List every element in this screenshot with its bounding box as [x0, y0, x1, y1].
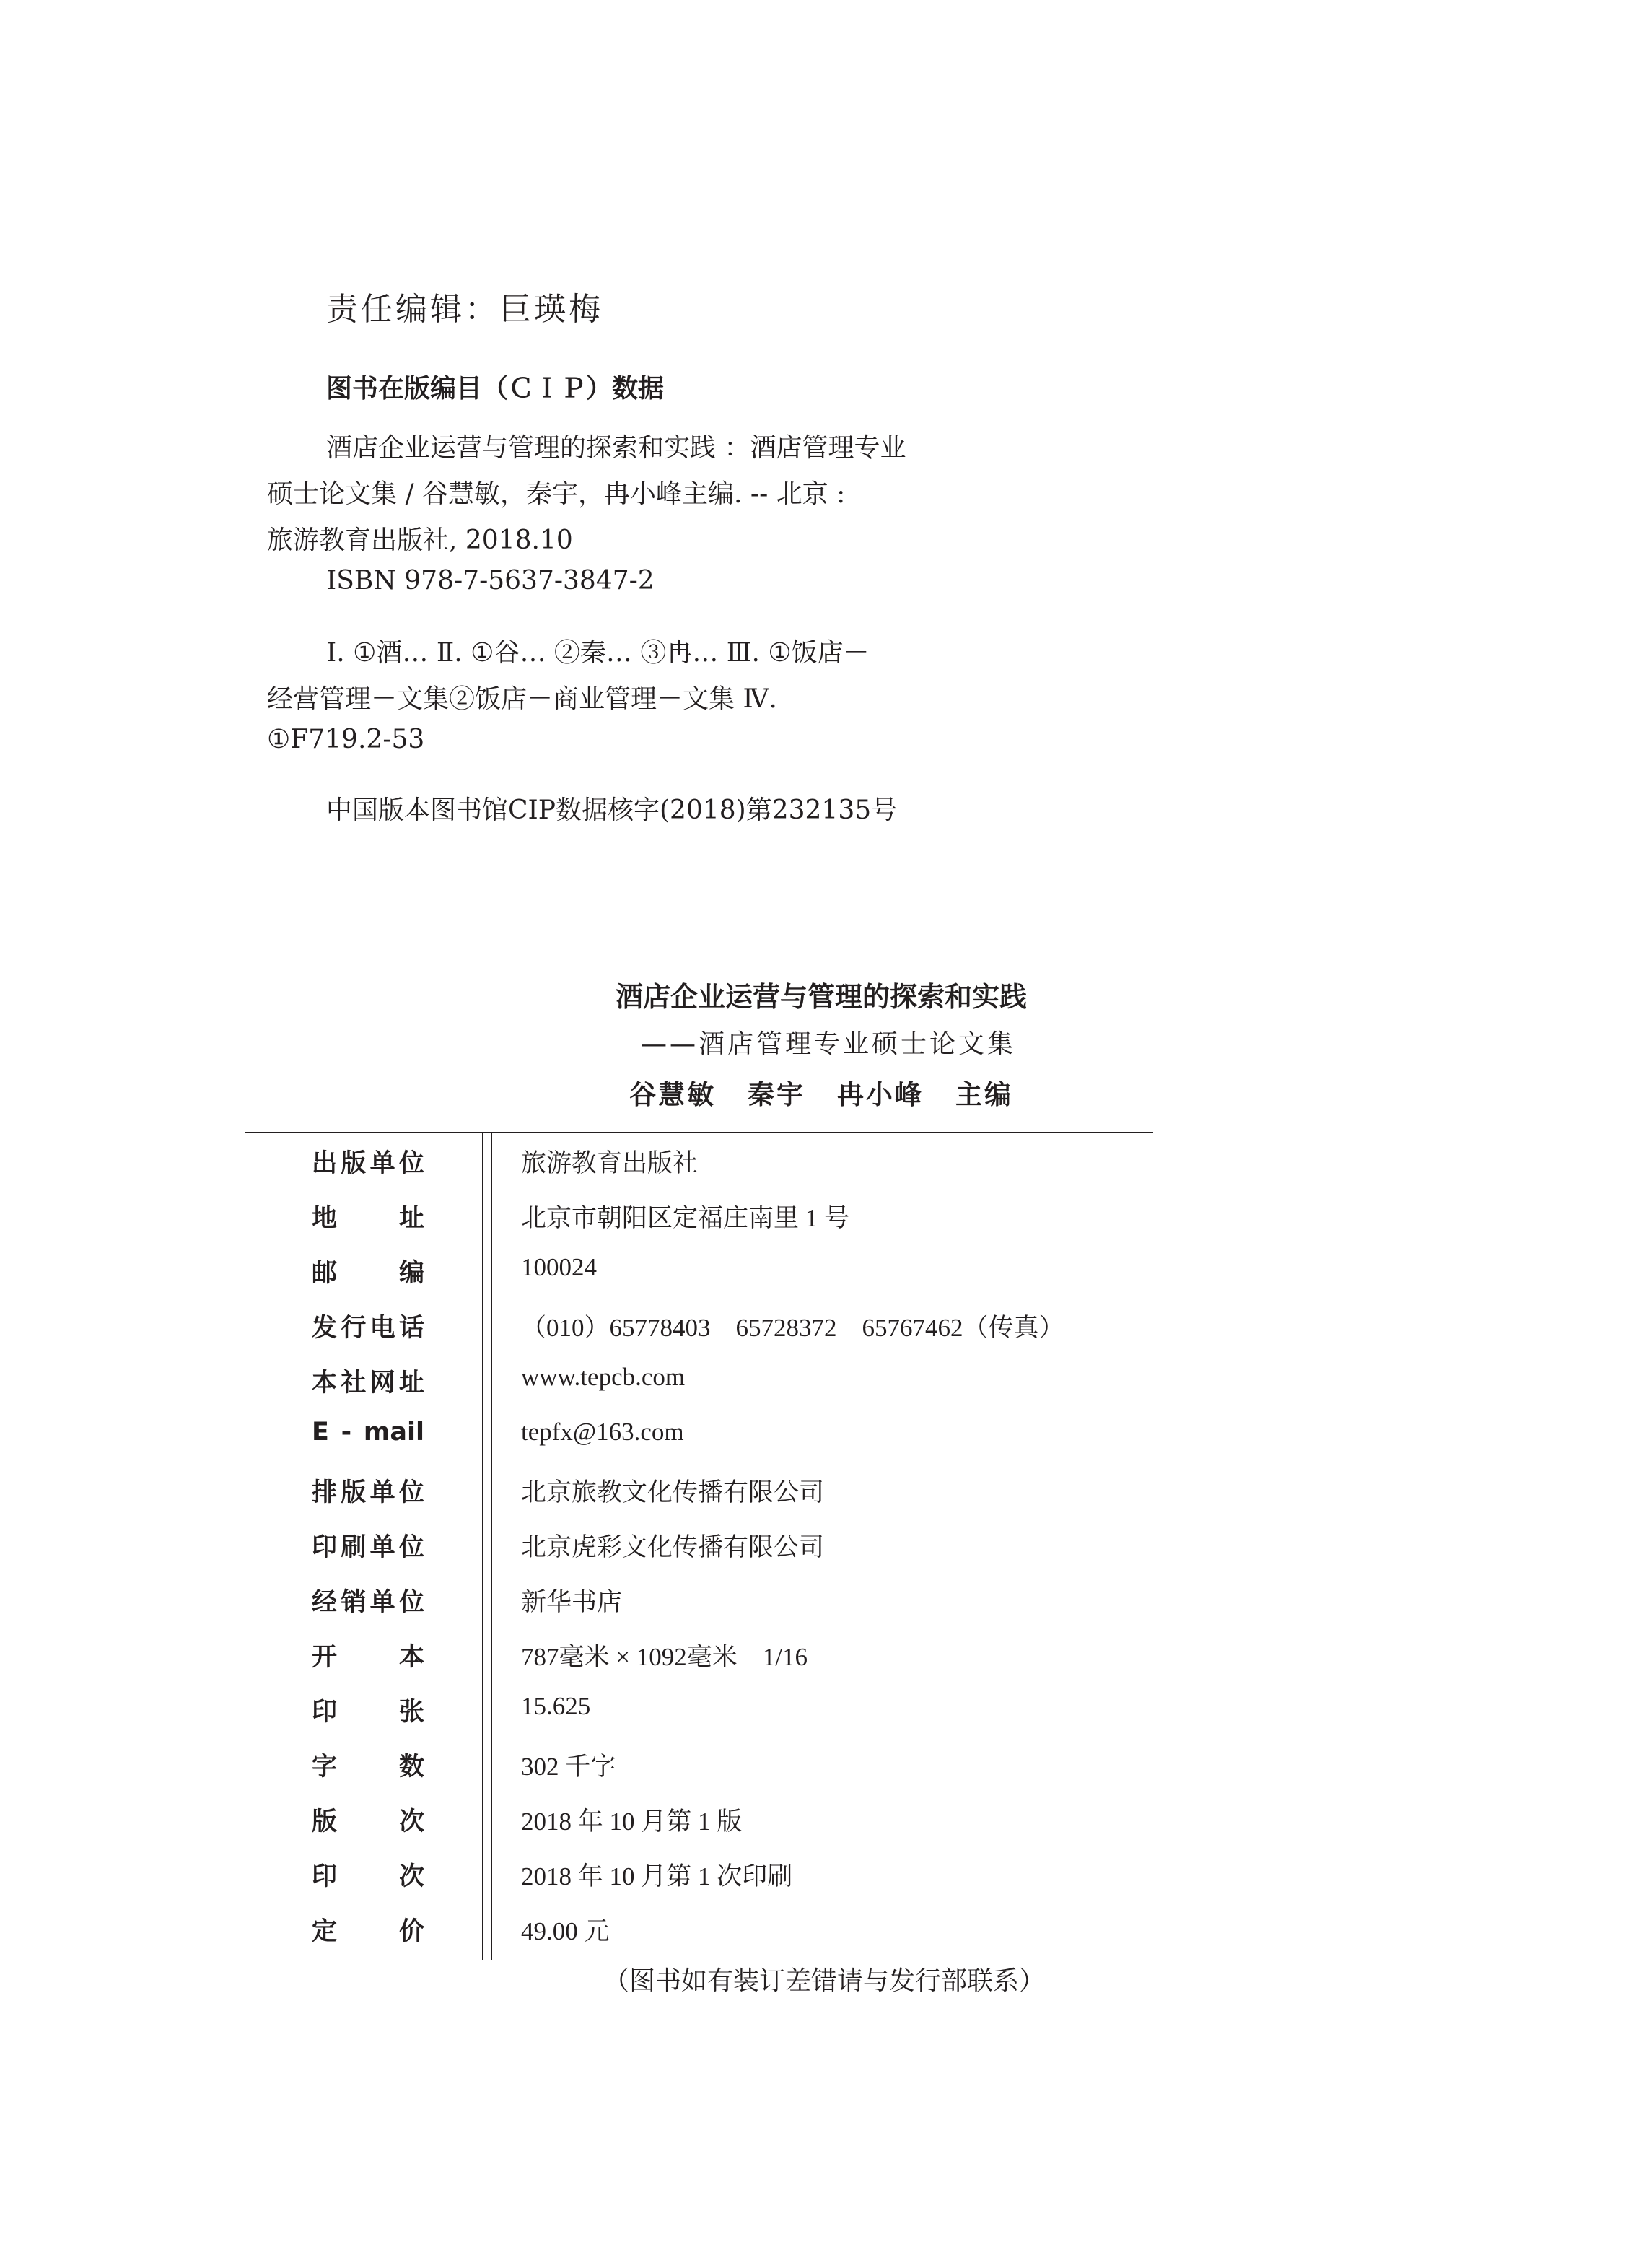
footer-note: （图书如有装订差错请与发行部联系）: [603, 1966, 1045, 1996]
row-label-email: E - mail: [312, 1418, 424, 1447]
book-subtitle: ——酒店管理专业硕士论文集: [640, 1029, 1016, 1059]
row-label-distributor: 经销单位: [312, 1588, 424, 1617]
row-value-sheets: 15.625: [521, 1692, 591, 1720]
table-divider-line: [482, 1133, 483, 1960]
editor-name: 谷慧敏: [629, 1078, 717, 1110]
row-value-postcode: 100024: [521, 1253, 597, 1281]
row-label-format: 开本: [312, 1643, 424, 1672]
row-label-edition: 版次: [312, 1807, 424, 1836]
row-value-publisher: 旅游教育出版社: [521, 1149, 699, 1177]
editor-role: 主编: [955, 1078, 1013, 1110]
row-label-publisher: 出版单位: [312, 1149, 424, 1178]
table-top-rule: [245, 1132, 1153, 1133]
row-value-distributor: 新华书店: [521, 1588, 623, 1616]
row-label-typesetting: 排版单位: [312, 1478, 424, 1507]
cip-line-authors: 硕士论文集 / 谷慧敏，秦宇，冉小峰主编. -- 北京 :: [267, 479, 846, 509]
cip-line-subjects-cont: 经营管理－文集②饭店－商业管理－文集 Ⅳ.: [267, 684, 777, 714]
row-value-impression: 2018 年 10 月第 1 次印刷: [521, 1862, 793, 1890]
row-value-price: 49.00 元: [521, 1917, 610, 1945]
editor-name: 冉小峰: [836, 1078, 924, 1110]
editor-name: 秦宇: [748, 1078, 806, 1110]
row-label-address: 地址: [312, 1204, 424, 1233]
row-value-email: tepfx@163.com: [521, 1418, 684, 1446]
row-label-phone: 发行电话: [312, 1314, 424, 1343]
row-label-impression: 印次: [312, 1862, 424, 1891]
table-divider-line: [491, 1133, 492, 1960]
row-value-word-count: 302 千字: [521, 1753, 616, 1781]
row-label-printing: 印刷单位: [312, 1533, 424, 1562]
cip-line-publisher: 旅游教育出版社, 2018.10: [267, 525, 573, 555]
row-value-edition: 2018 年 10 月第 1 版: [521, 1807, 743, 1836]
row-label-postcode: 邮编: [312, 1259, 424, 1288]
row-value-printing: 北京虎彩文化传播有限公司: [521, 1533, 825, 1561]
cip-line-title: 酒店企业运营与管理的探索和实践 ：酒店管理专业: [326, 433, 906, 463]
row-value-phone: （010）65778403 65728372 65767462（传真）: [521, 1314, 1064, 1342]
row-label-sheets: 印张: [312, 1698, 424, 1727]
row-label-word-count: 字数: [312, 1753, 424, 1781]
row-value-website: www.tepcb.com: [521, 1363, 686, 1391]
row-label-price: 定价: [312, 1917, 424, 1946]
row-value-address: 北京市朝阳区定福庄南里 1 号: [521, 1204, 850, 1232]
cip-line-classification: ①F719.2-53: [267, 725, 425, 754]
book-editors: [0, 1073, 1628, 1112]
responsible-editor: 责任编辑：巨瑛梅: [326, 291, 603, 328]
cip-line-subjects: Ⅰ. ①酒… Ⅱ. ①谷… ②秦… ③冉… Ⅲ. ①饭店－: [326, 638, 870, 668]
cip-heading: 图书在版编目（ＣＩＰ）数据: [326, 374, 665, 404]
cip-line-record-number: 中国版本图书馆CIP数据核字(2018)第232135号: [326, 795, 898, 825]
row-label-website: 本社网址: [312, 1369, 424, 1397]
cip-line-isbn: ISBN 978-7-5637-3847-2: [326, 566, 655, 596]
book-title: 酒店企业运营与管理的探索和实践: [615, 981, 1027, 1013]
row-value-format: 787毫米 × 1092毫米 1/16: [521, 1643, 808, 1671]
row-value-typesetting: 北京旅教文化传播有限公司: [521, 1478, 825, 1506]
